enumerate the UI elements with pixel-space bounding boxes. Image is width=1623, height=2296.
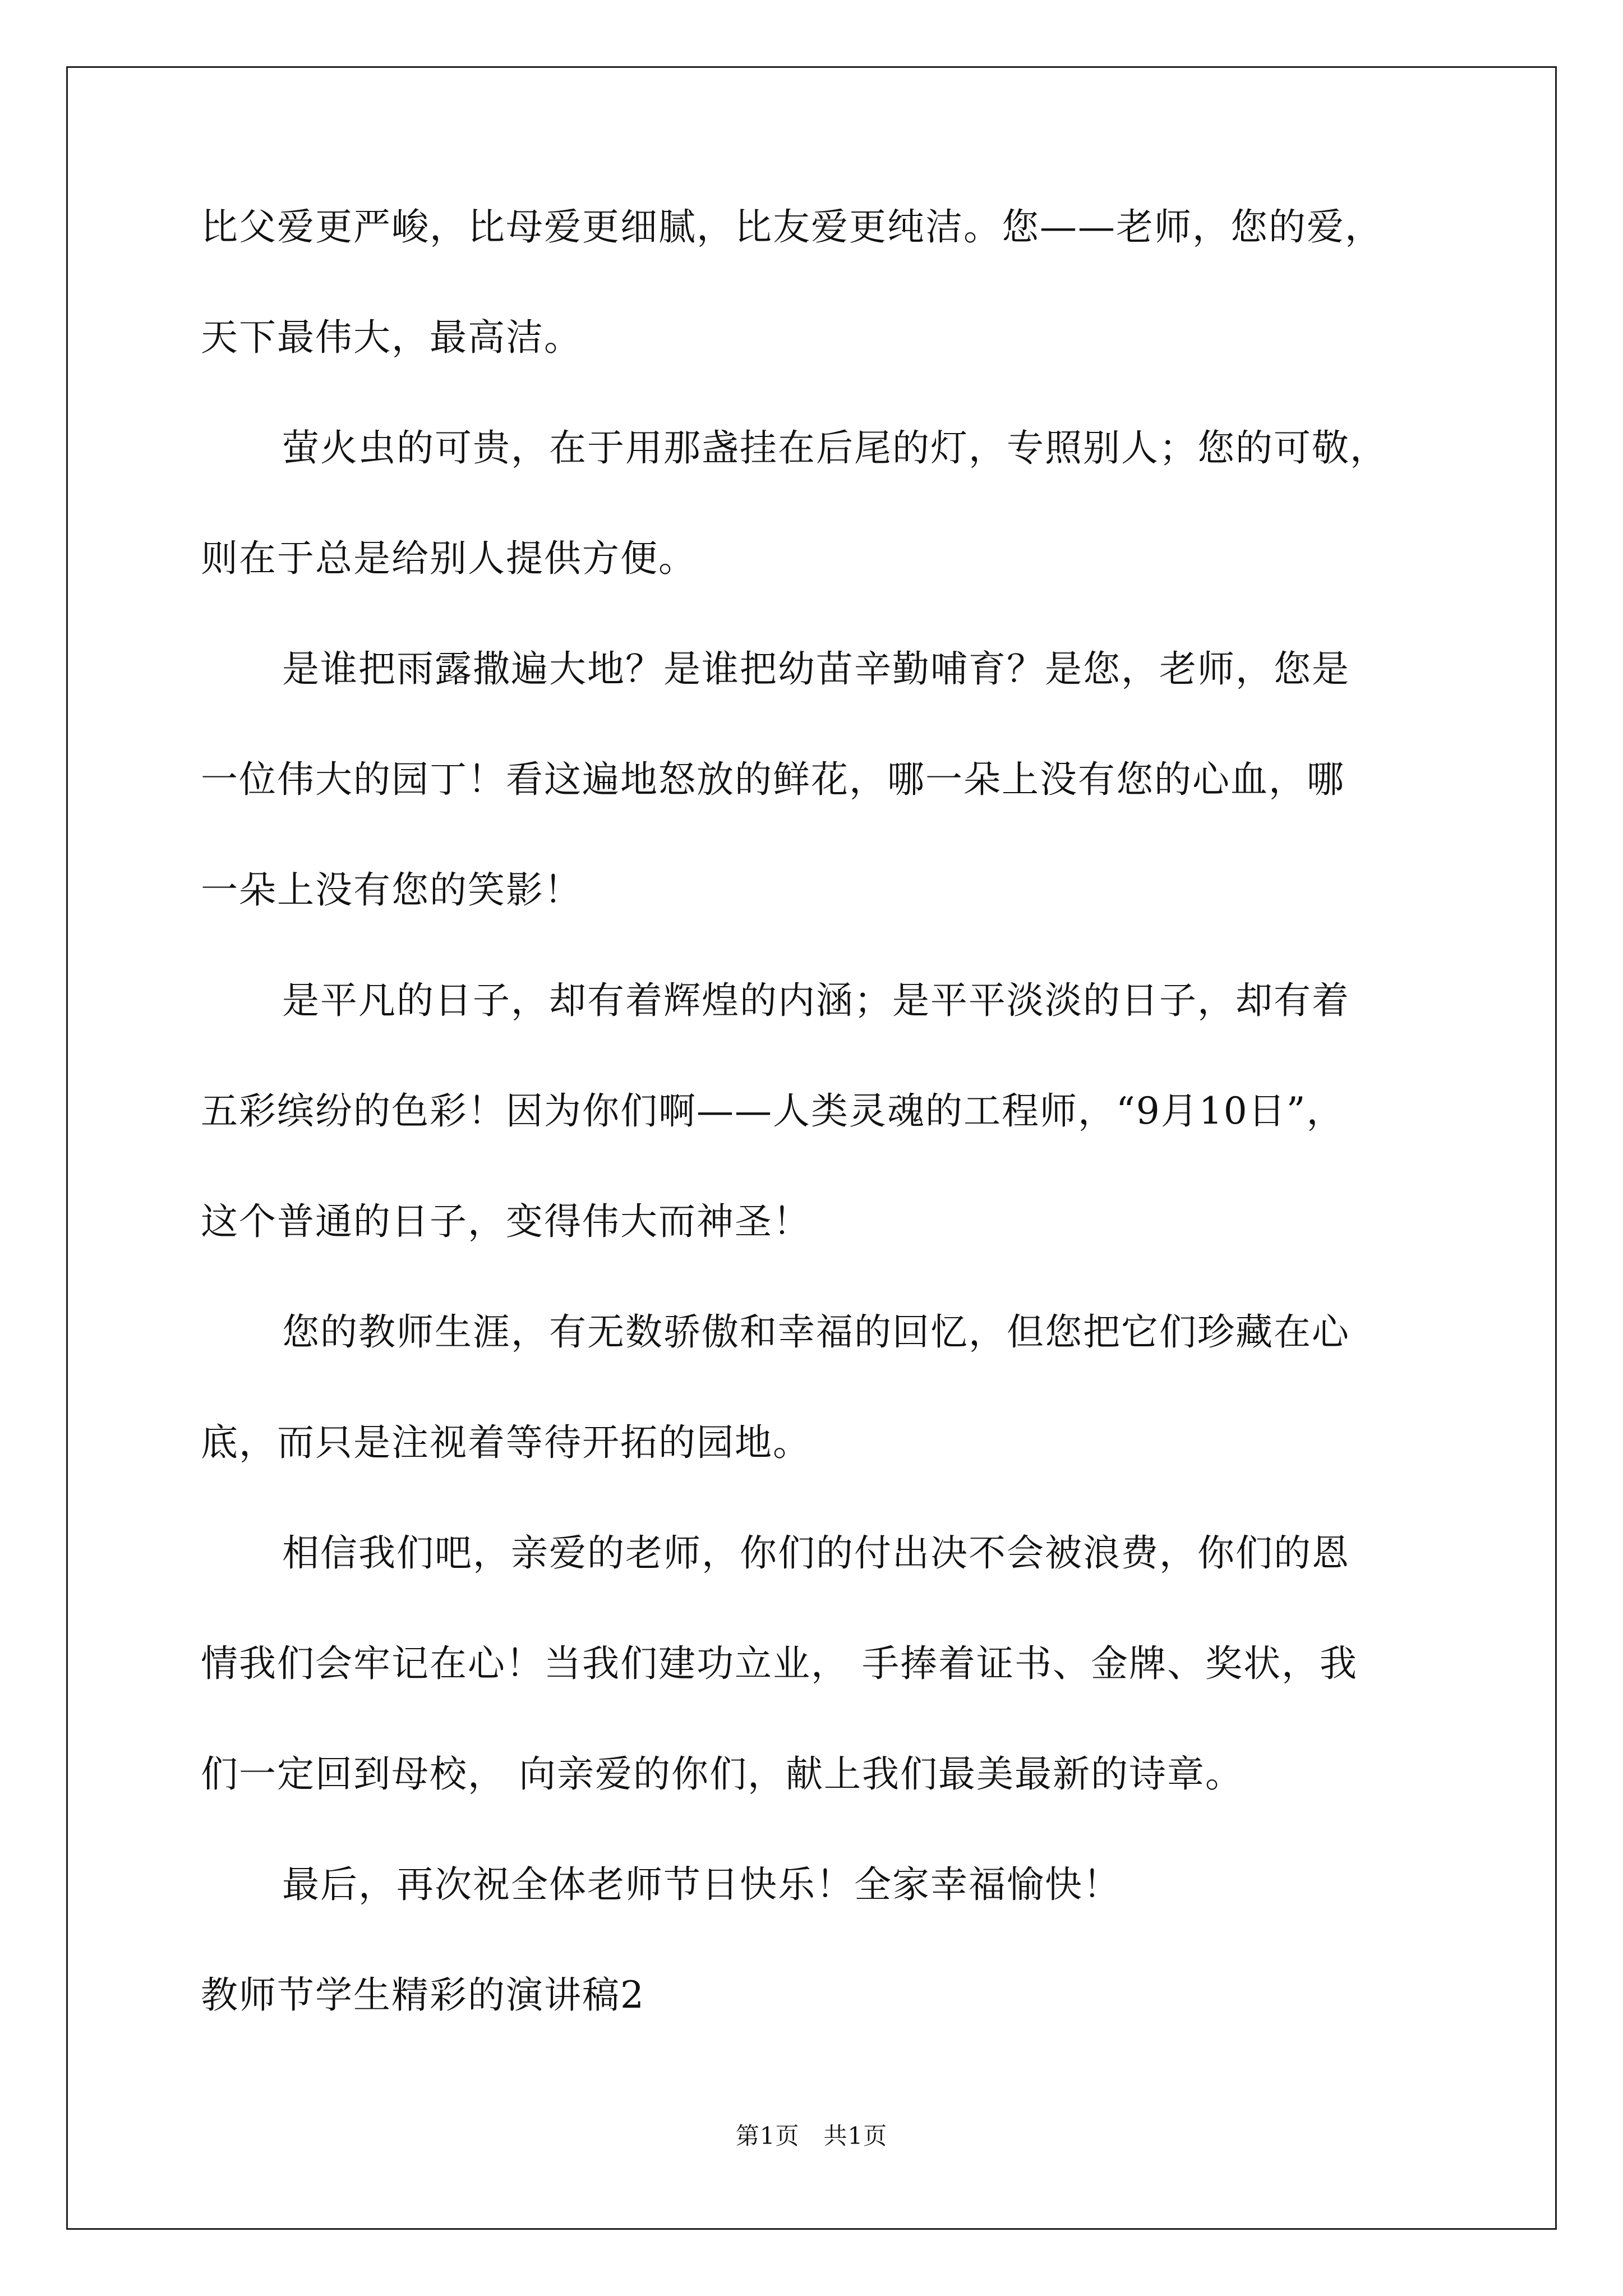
section-heading: 教师节学生精彩的演讲稿2 xyxy=(201,1973,645,2017)
paragraph-line: 最后，再次祝全体老师节日快乐！全家幸福愉快！ xyxy=(282,1863,1121,1906)
paragraph-line: 一位伟大的园丁！看这遍地怒放的鲜花，哪一朵上没有您的心血，哪 xyxy=(201,758,1345,801)
paragraph-line: 们一定回到母校， 向亲爱的你们，献上我们最美最新的诗章。 xyxy=(201,1752,1243,1796)
paragraph-line: 五彩缤纷的色彩！因为你们啊——人类灵魂的工程师，“9月10日”， xyxy=(201,1089,1345,1133)
paragraph-line: 天下最伟大，最高洁。 xyxy=(201,316,582,359)
page-footer: 第1页 共1页 xyxy=(735,2122,888,2150)
paragraph-line: 底，而只是注视着等待开拓的园地。 xyxy=(201,1421,811,1464)
paragraph-line: 您的教师生涯，有无数骄傲和幸福的回忆，但您把它们珍藏在心 xyxy=(282,1310,1350,1354)
paragraph-line: 则在于总是给别人提供方便。 xyxy=(201,537,697,580)
paragraph-line: 情我们会牢记在心！当我们建功立业， 手捧着证书、金牌、奖状，我 xyxy=(201,1642,1358,1685)
paragraph-line: 相信我们吧，亲爱的老师，你们的付出决不会被浪费，你们的恩 xyxy=(282,1531,1350,1575)
paragraph-line: 比父爱更严峻，比母爱更细腻，比友爱更纯洁。您——老师，您的爱， xyxy=(201,205,1383,249)
paragraph-line: 这个普通的日子，变得伟大而神圣！ xyxy=(201,1200,811,1243)
paragraph-line: 一朵上没有您的笑影！ xyxy=(201,868,582,912)
paragraph-line: 萤火虫的可贵，在于用那盏挂在后尾的灯，专照别人；您的可敬， xyxy=(282,426,1388,470)
paragraph-line: 是谁把雨露撒遍大地？是谁把幼苗辛勤哺育？是您，老师，您是 xyxy=(282,647,1350,691)
paragraph-line: 是平凡的日子，却有着辉煌的内涵；是平平淡淡的日子，却有着 xyxy=(282,979,1350,1022)
document-body xyxy=(201,205,1429,2017)
